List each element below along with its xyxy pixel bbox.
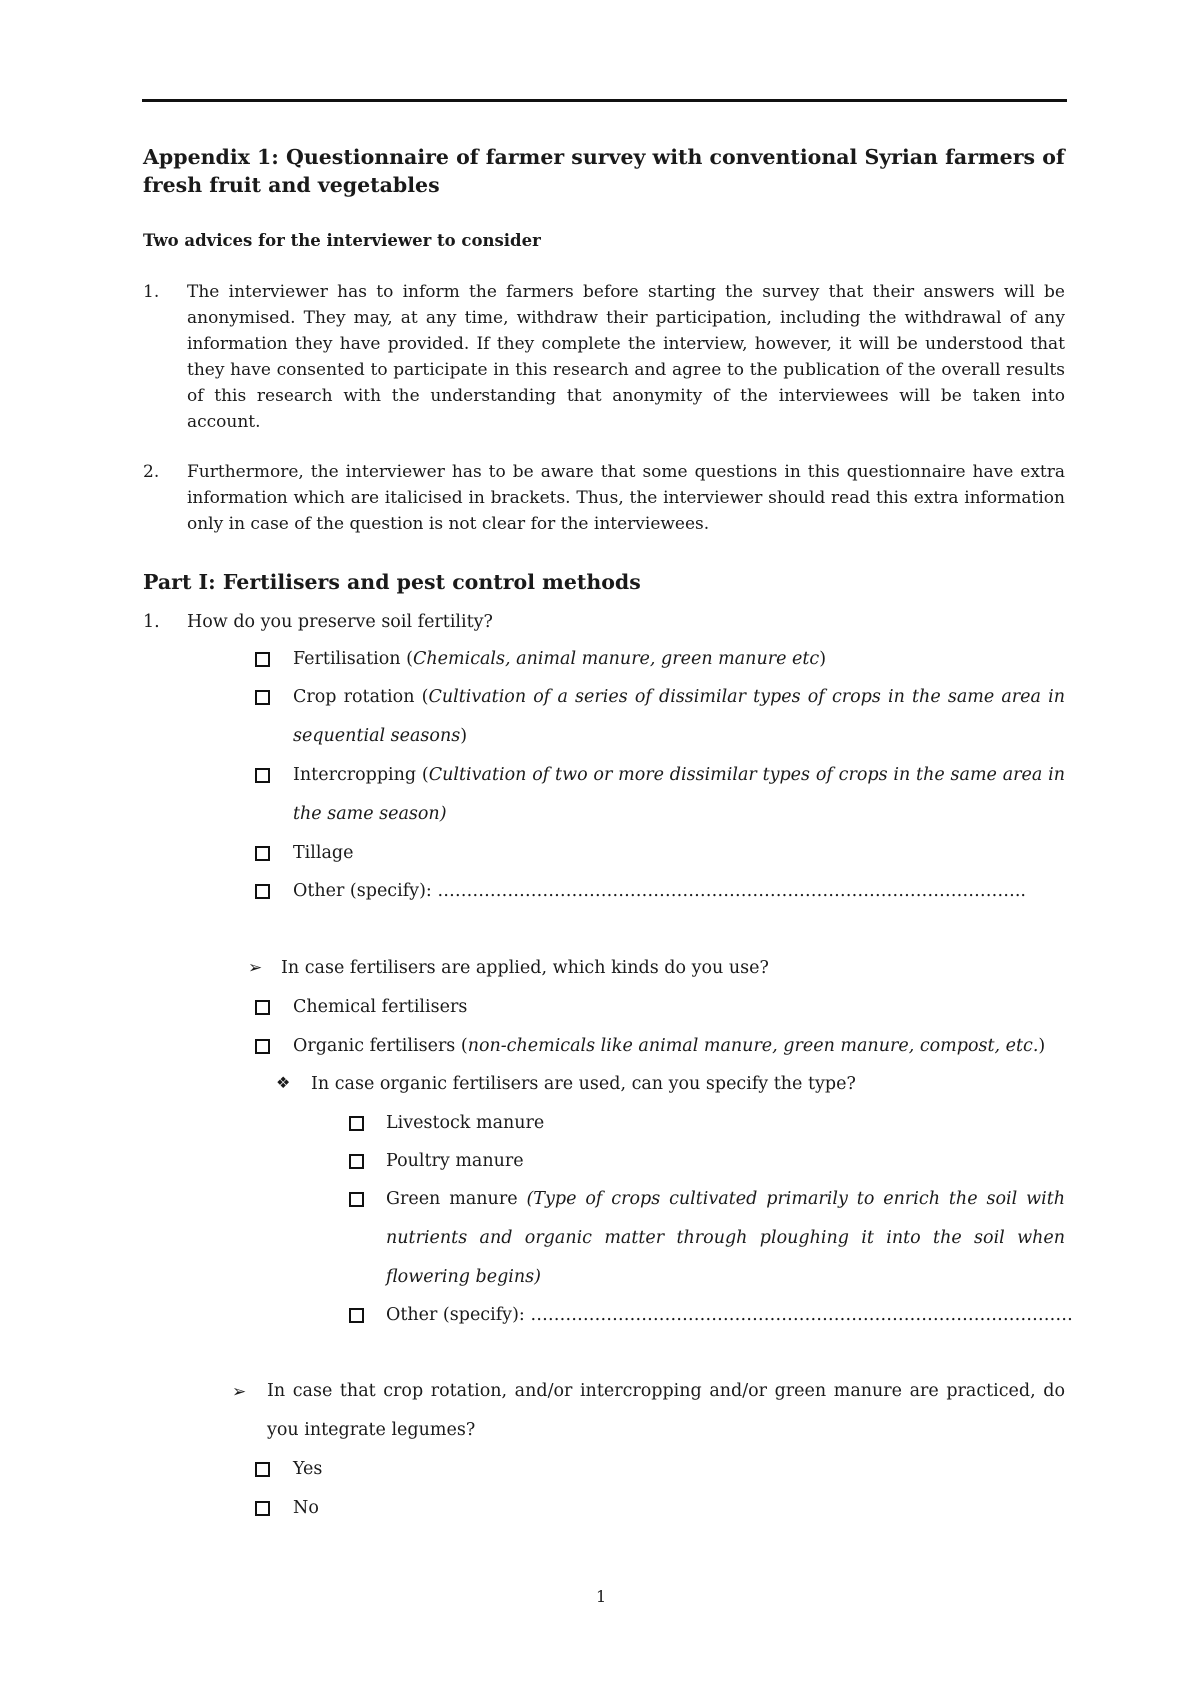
diamond-bullet-icon: ❖ (276, 1073, 291, 1092)
option-intercropping: Intercropping (Cultivation of two or more dissimilar types of crops in the same area in the same season) (293, 765, 1065, 824)
checkbox[interactable] (255, 1501, 270, 1516)
advice-number: 1. (143, 282, 160, 302)
option-crop-rotation: Crop rotation (Cultivation of a series of dissimilar types of crops in the same area in sequential seasons) (293, 687, 1066, 746)
checkbox[interactable] (255, 1462, 270, 1477)
checkbox[interactable] (255, 768, 270, 783)
appendix-title: Appendix 1: Questionnaire of farmer survey with conventional Syrian farmers of fresh fruit and vegetables (143, 145, 1065, 197)
advices-heading: Two advices for the interviewer to consider (143, 231, 541, 250)
subquestion-organic-type: In case organic fertilisers are used, can you specify the type? (311, 1074, 856, 1094)
subquestion-fertiliser-kinds: In case fertilisers are applied, which kinds do you use? (281, 958, 769, 978)
checkbox[interactable] (255, 690, 270, 705)
option-livestock-manure: Livestock manure (386, 1113, 545, 1133)
option-green-manure: Green manure (Type of crops cultivated primarily to enrich the soil with nutrients and organic matter through ploughing it into the soil when flowering begins) (386, 1189, 1065, 1287)
option-other: Other (specify): ………………………………………………………………………………… (386, 1305, 1073, 1325)
option-yes: Yes (293, 1459, 323, 1479)
option-other: Other (specify): ……………………………………………………………………………………….. (293, 881, 1026, 901)
advice-text: Furthermore, the interviewer has to be aware that some questions in this questionnaire have extra information which are italicised in brackets. Thus, the interviewer should read this extra information only in case of the question is not clear for the interviewees. (187, 462, 1065, 534)
advice-text: The interviewer has to inform the farmers before starting the survey that their answers will be anonymised. They may, at any time, withdraw their participation, including the withdrawal of any information they have provided. If they complete the interview, however, it will be understood that they have consented to participate in this research and agree to the publication of the overall results of this research with the understanding that anonymity of the interviewees will be taken into account. (187, 282, 1065, 432)
question-text: How do you preserve soil fertility? (187, 612, 493, 632)
subquestion-legumes: In case that crop rotation, and/or intercropping and/or green manure are practiced, do you integrate legumes? (267, 1381, 1065, 1440)
checkbox[interactable] (255, 1039, 270, 1054)
checkbox[interactable] (349, 1192, 364, 1207)
checkbox[interactable] (255, 884, 270, 899)
advice-number: 2. (143, 462, 160, 482)
question-number: 1. (143, 612, 160, 632)
checkbox[interactable] (255, 846, 270, 861)
checkbox[interactable] (255, 652, 270, 667)
arrow-bullet-icon: ➢ (248, 958, 263, 978)
checkbox[interactable] (349, 1154, 364, 1169)
part-heading: Part I: Fertilisers and pest control methods (143, 570, 641, 594)
page-number: 1 (596, 1587, 607, 1606)
option-no: No (293, 1498, 319, 1518)
option-poultry-manure: Poultry manure (386, 1151, 524, 1171)
checkbox[interactable] (349, 1116, 364, 1131)
option-chemical-fertilisers: Chemical fertilisers (293, 997, 468, 1017)
checkbox[interactable] (255, 1000, 270, 1015)
header-rule (142, 99, 1067, 102)
arrow-bullet-icon: ➢ (232, 1382, 247, 1402)
option-fertilisation: Fertilisation (Chemicals, animal manure, green manure etc) (293, 649, 827, 669)
option-organic-fertilisers: Organic fertilisers (non-chemicals like animal manure, green manure, compost, etc.) (293, 1036, 1046, 1056)
checkbox[interactable] (349, 1308, 364, 1323)
option-tillage: Tillage (293, 843, 354, 863)
